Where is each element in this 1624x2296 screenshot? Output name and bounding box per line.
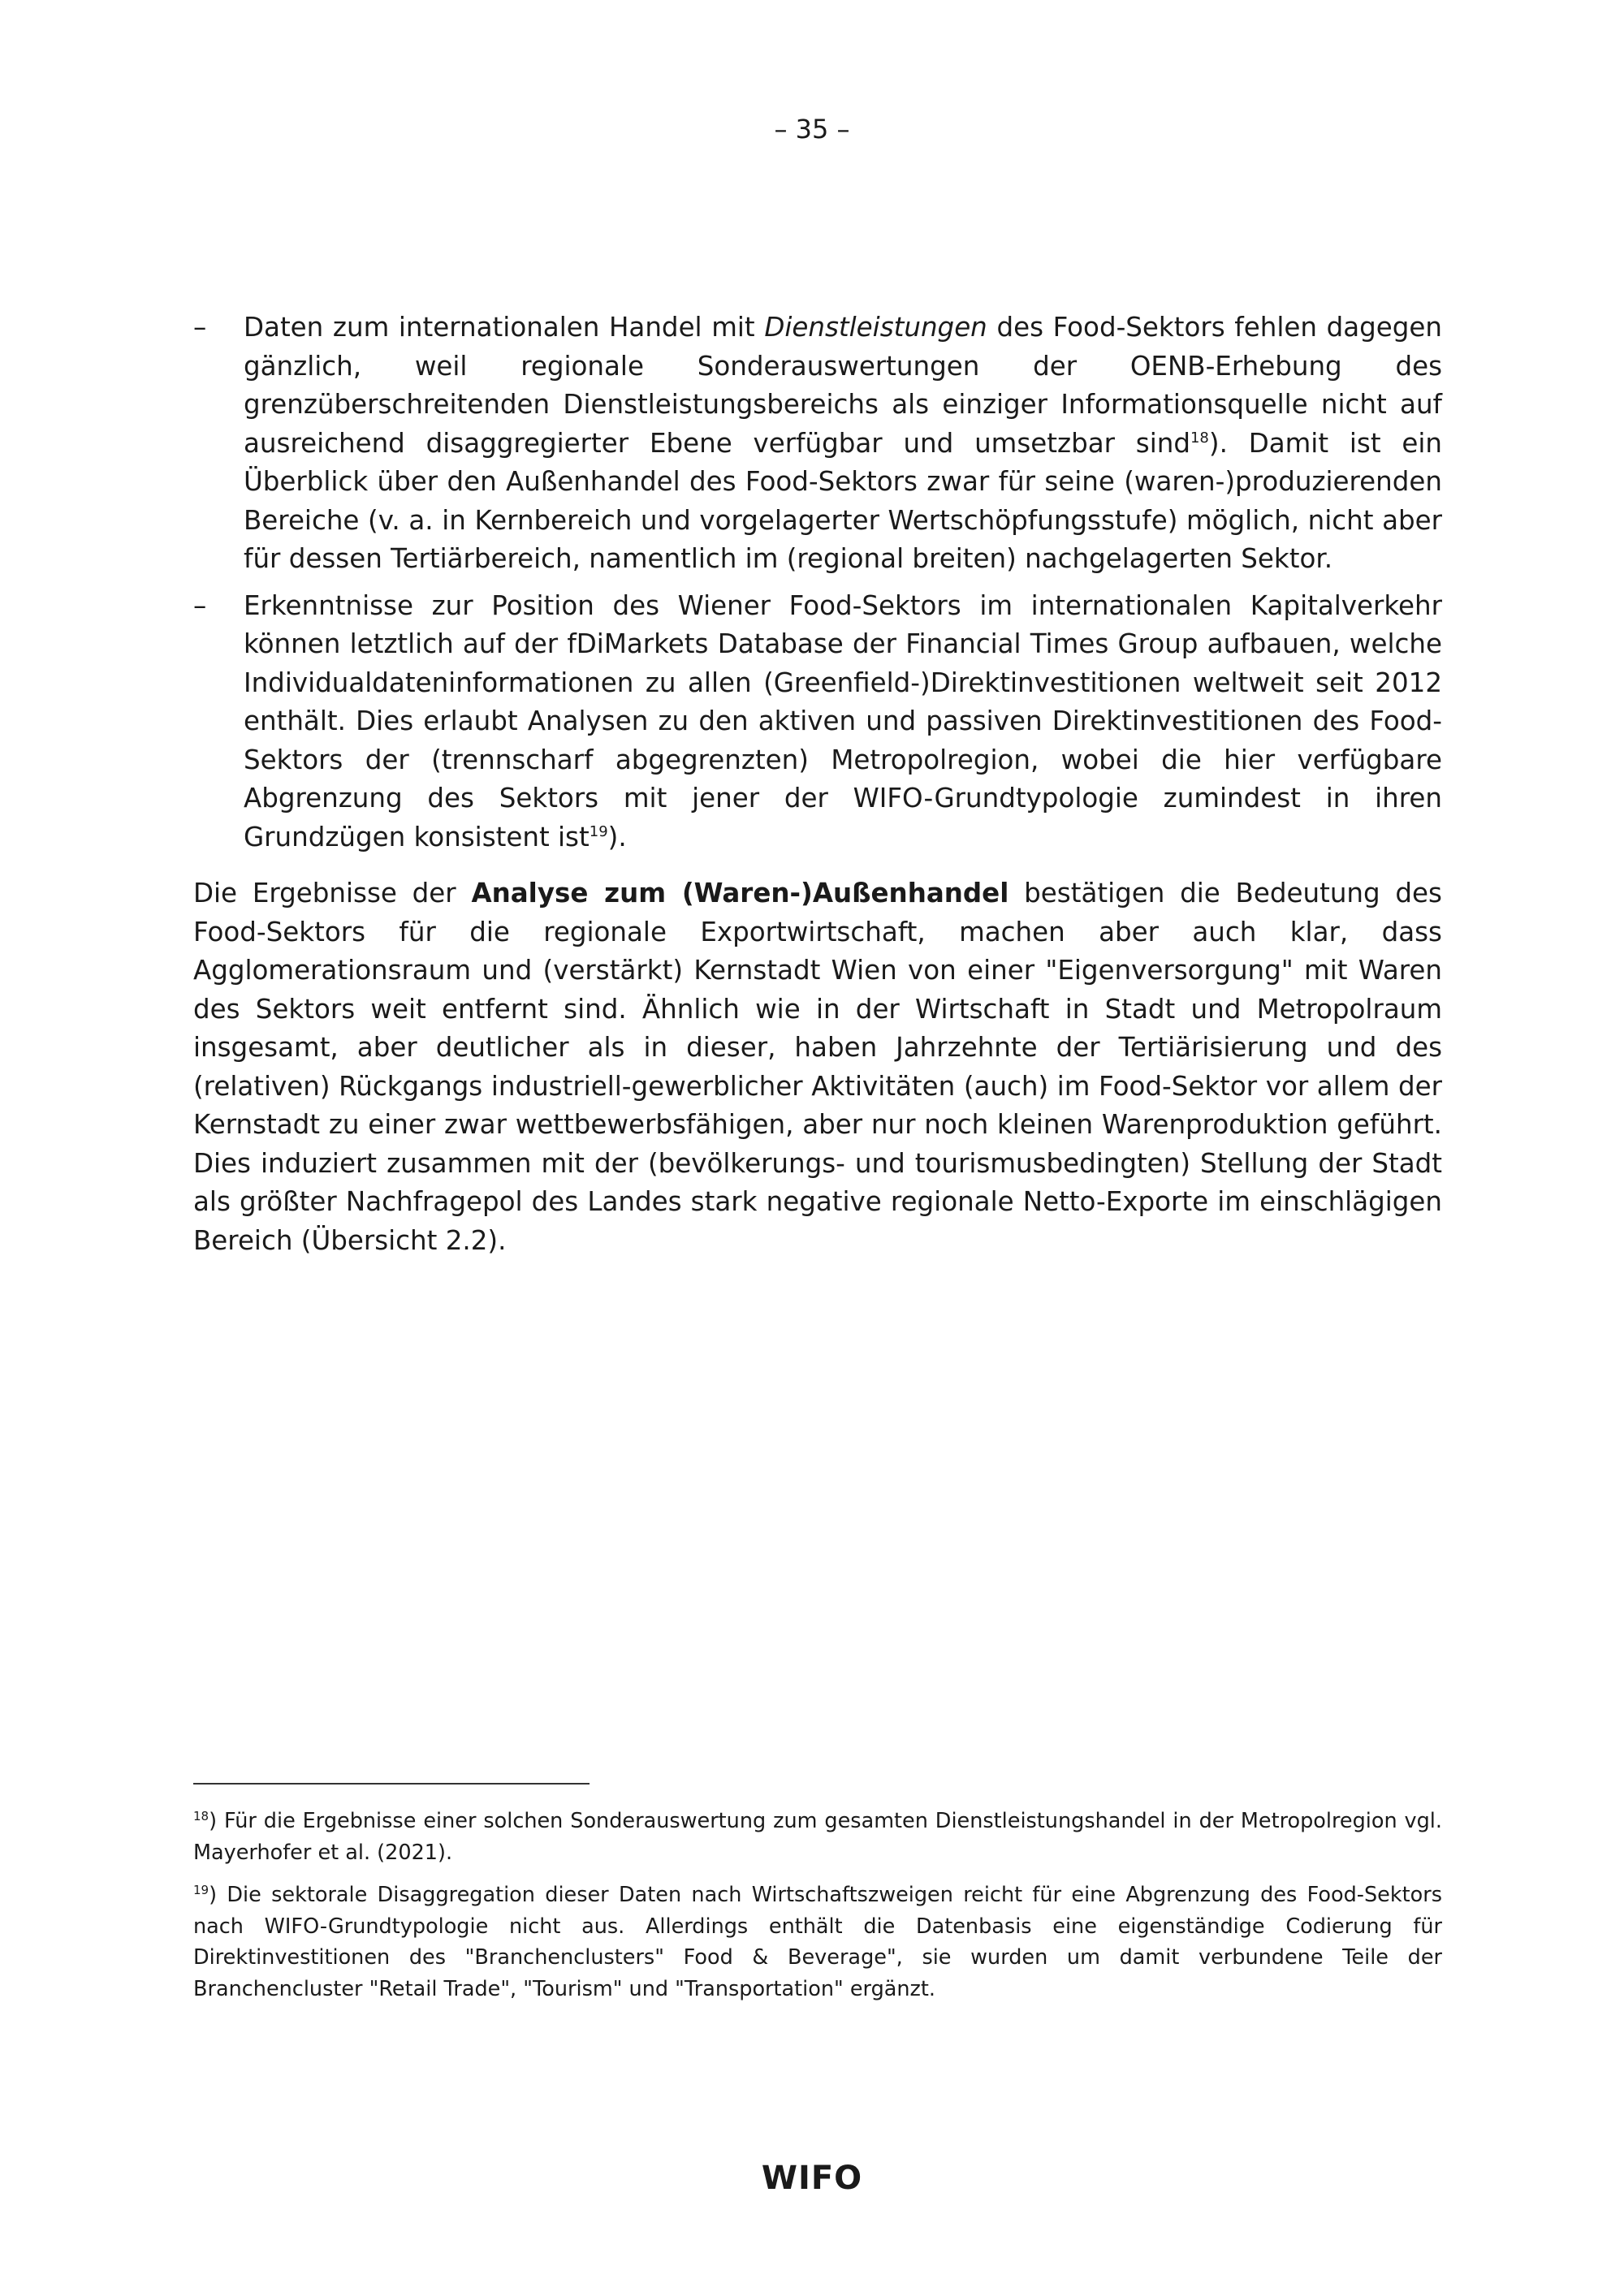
- bullet-dash: –: [193, 312, 207, 343]
- bullet-text: ).: [607, 821, 627, 852]
- wifo-logo: WIFO: [761, 2160, 863, 2197]
- footnote-separator: [193, 1783, 590, 1785]
- main-content: [193, 309, 1442, 1260]
- bullet-text: Daten zum internationalen Handel mit: [244, 312, 765, 343]
- footnote-text: ) Die sektorale Disaggregation dieser Daten nach Wirtschaftszweigen reicht für eine Abgrenzung des Food-Sektors nach WIFO-Grundtypologie nicht aus. Allerdings enthält die Datenbasis eine eigenständige Codierung für Direktinvestitionen des "Branchenclusters" Food & Beverage", sie wurden um damit verbundene Teile der Branchencluster "Retail Trade", "Tourism" und "Transportation" ergänzt.: [193, 1883, 1442, 2001]
- bullet-text: ). Damit ist ein Überblick über den Außenhandel des Food-Sektors zwar für seine (waren-)produzierenden Bereiche (v. a. in Kernbereich und vorgelagerter Wertschöpfungsstufe) möglich, nicht aber für dessen Tertiärbereich, namentlich im (regional breiten) nachgelagerten Sektor.: [244, 427, 1443, 574]
- bullet-item: [193, 587, 1442, 857]
- footnote: [193, 1880, 1442, 2005]
- bullet-dash: –: [193, 589, 207, 621]
- bullet-text: Erkenntnisse zur Position des Wiener Food-Sektors im internationalen Kapitalverkehr können letztlich auf der fDiMarkets Database der Financial Times Group aufbauen, welche Individualdateninformationen zu allen (Greenfield-)Direktinvestitionen weltweit seit 2012 enthält. Dies erlaubt Analysen zu den aktiven und passiven Direktinvestitionen des Food-Sektors der (trennscharf abgegrenzten) Metropolregion, wobei die hier verfügbare Abgrenzung des Sektors mit jener der WIFO-Grundtypologie zumindest in ihren Grundzügen konsistent ist: [244, 589, 1442, 852]
- footnote-marker: 19: [193, 1883, 209, 1897]
- bullet-item: [193, 309, 1442, 579]
- body-paragraph: [193, 874, 1442, 1260]
- footnote-reference[interactable]: 18: [1190, 429, 1209, 447]
- bullet-text: des Food-Sektors fehlen dagegen gänzlich, weil regionale Sonderauswertungen der OENB-Erhebung des grenzüberschreitenden Dienstleistungsbereichs als einziger Informationsquelle nicht auf ausreichend disaggregierter Ebene verfügbar und umsetzbar sind: [244, 312, 1442, 459]
- footnote-text: ) Für die Ergebnisse einer solchen Sonderauswertung zum gesamten Dienstleistungshandel in der Metropolregion vgl. Mayerhofer et al. (2021).: [193, 1809, 1442, 1865]
- page-number: – 35 –: [774, 114, 850, 145]
- footnote-reference[interactable]: 19: [589, 822, 608, 840]
- footnotes: [193, 1806, 1442, 2016]
- footnote-marker: 18: [193, 1809, 209, 1823]
- paragraph-text: Die Ergebnisse der: [193, 878, 472, 908]
- footnote: [193, 1806, 1442, 1868]
- paragraph-text: bestätigen die Bedeutung des Food-Sektors für die regionale Exportwirtschaft, machen aber auch klar, dass Agglomerationsraum und (verstärkt) Kernstadt Wien von einer "Eigenversorgung" mit Waren des Sektors weit entfernt sind. Ähnlich wie in der Wirtschaft in Stadt und Metropolraum insgesamt, aber deutlicher als in dieser, haben Jahrzehnte der Tertiärisierung und des (relativen) Rückgangs industriell-gewerblicher Aktivitäten (auch) im Food-Sektor vor allem der Kernstadt zu einer zwar wettbewerbsfähigen, aber nur noch kleinen Warenproduktion geführt. Dies induziert zusammen mit der (bevölkerungs- und tourismusbedingten) Stellung der Stadt als größter Nachfragepol des Landes stark negative regionale Netto-Exporte im einschlägigen Bereich (Übersicht 2.2).: [193, 878, 1442, 1256]
- bold-text: Analyse zum (Waren-)Außenhandel: [471, 878, 1009, 908]
- emphasis-text: Dienstleistungen: [764, 312, 987, 343]
